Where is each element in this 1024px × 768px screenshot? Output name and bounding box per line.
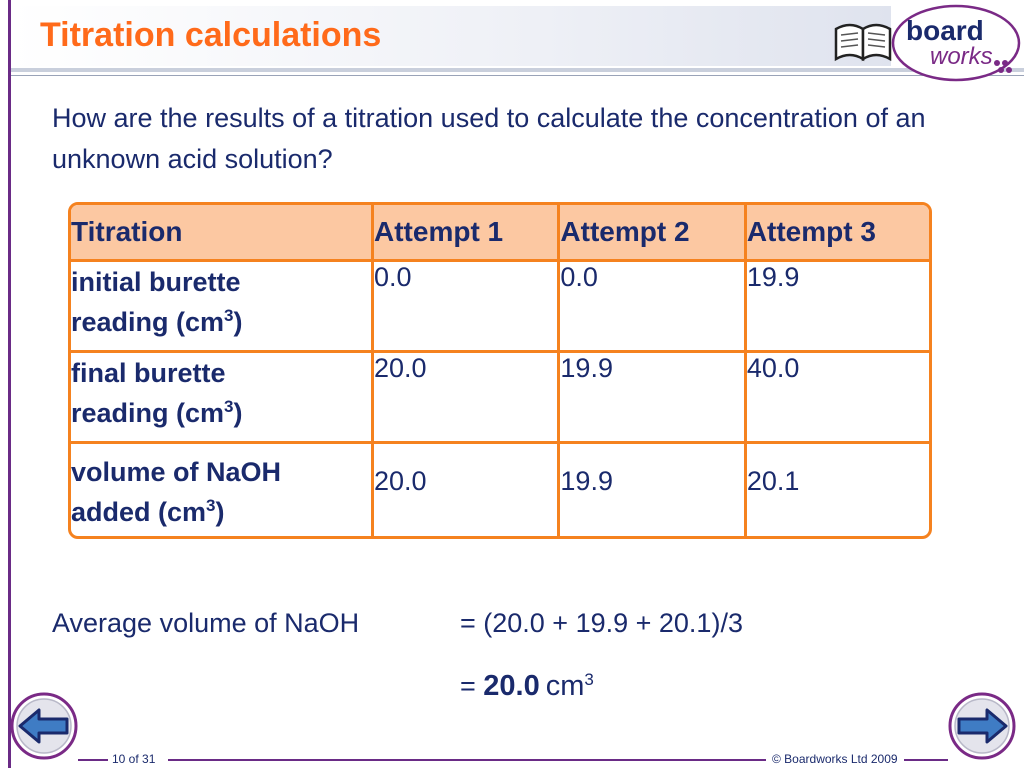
average-result-unit: cm bbox=[545, 670, 585, 702]
table-cell: 0.0 bbox=[560, 262, 746, 353]
average-result-value: 20.0 bbox=[483, 670, 540, 702]
previous-slide-button[interactable] bbox=[8, 690, 80, 762]
table-row bbox=[71, 262, 929, 353]
table-cell: 20.1 bbox=[746, 466, 800, 496]
header-titration: Titration bbox=[71, 205, 374, 262]
slide-title: Titration calculations bbox=[40, 16, 382, 54]
table-row bbox=[71, 353, 929, 444]
table-cell: 19.9 bbox=[560, 353, 746, 444]
footer-line-left bbox=[78, 759, 108, 761]
logo-text-board: board bbox=[906, 15, 984, 46]
book-icon bbox=[836, 25, 890, 59]
table-header-row bbox=[71, 205, 929, 262]
boardworks-logo bbox=[826, 2, 1022, 84]
left-border-rule bbox=[8, 0, 11, 768]
row-label-volume-added: volume of NaOH added $(cm^3)$ bbox=[71, 444, 374, 536]
table-cell: 19.9 bbox=[747, 262, 929, 353]
footer-line-middle bbox=[168, 759, 766, 761]
average-expression: = (20.0 + 19.9 + 20.1)/3 bbox=[460, 608, 743, 638]
table-row bbox=[71, 444, 929, 536]
header-attempt-3: Attempt 3 bbox=[747, 205, 929, 262]
question-text: How are the results of a titration used to calculate the concentration of an unknown acid solution? bbox=[52, 103, 926, 174]
table-cell: 20.0 bbox=[374, 444, 560, 536]
average-result: = 20.0 $cm^3$ bbox=[460, 670, 594, 702]
page-number: 10 of 31 bbox=[112, 752, 156, 766]
footer-line-right bbox=[904, 759, 948, 761]
header-attempt-2: Attempt 2 bbox=[560, 205, 746, 262]
table-cell: 40.0 bbox=[747, 353, 929, 444]
table-cell: 19.9 bbox=[560, 444, 746, 536]
row-label-final-reading: final burette reading $(cm^3)$ bbox=[71, 353, 374, 444]
average-label: Average volume of NaOH bbox=[52, 608, 360, 638]
copyright-text: © Boardworks Ltd 2009 bbox=[772, 752, 898, 766]
table-cell: 0.0 bbox=[374, 262, 560, 353]
next-slide-button[interactable] bbox=[946, 690, 1018, 762]
table-cell: 20.0 bbox=[374, 353, 560, 444]
row-label-initial-reading: initial burette reading $(cm^3)$ bbox=[71, 262, 374, 353]
titration-table bbox=[68, 202, 932, 539]
logo-text-works: works bbox=[930, 43, 993, 70]
header-attempt-1: Attempt 1 bbox=[374, 205, 560, 262]
